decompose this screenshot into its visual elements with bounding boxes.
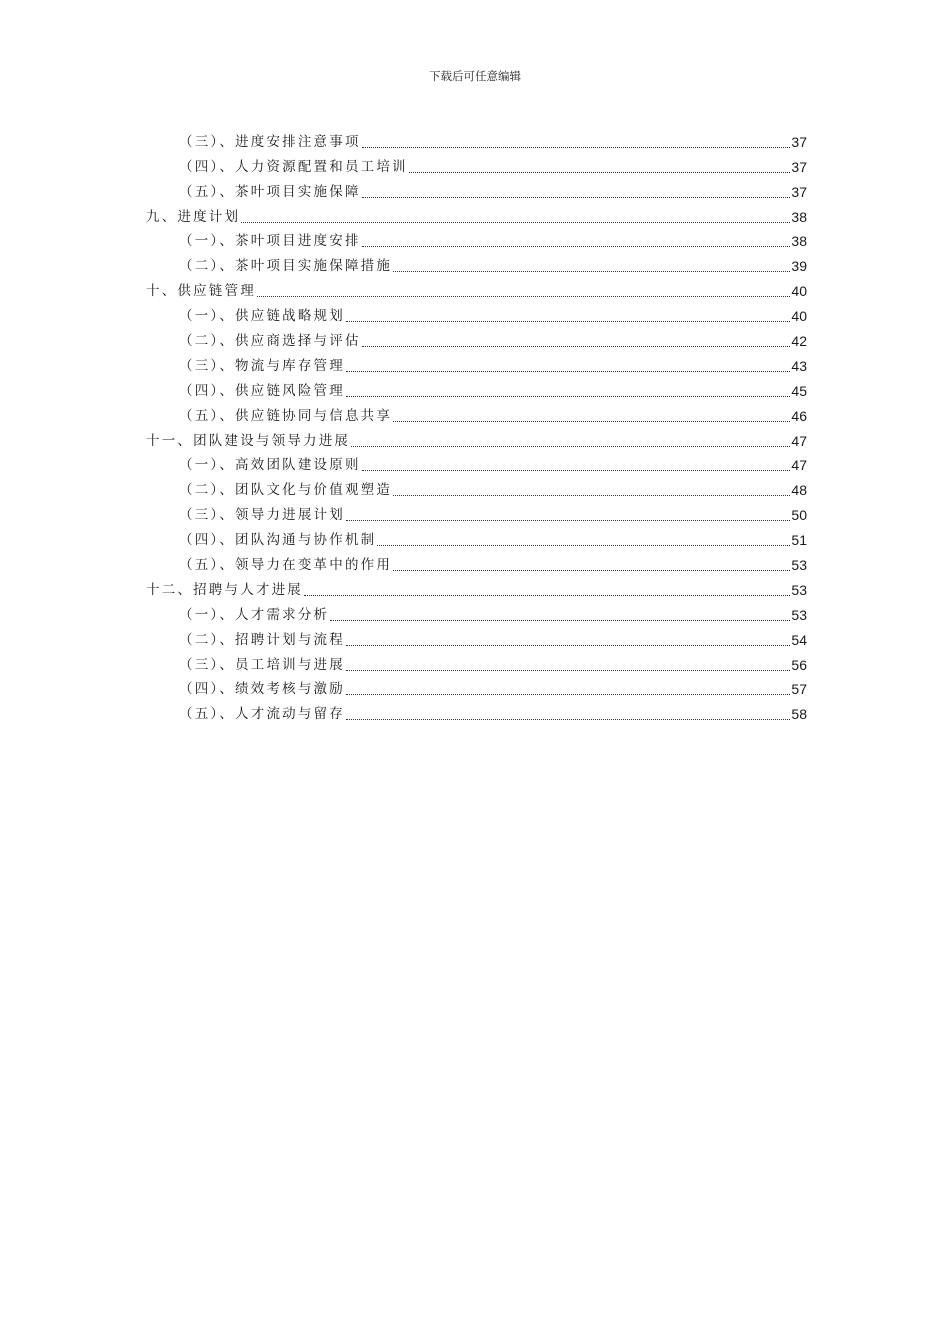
toc-chapter-entry[interactable]: [146, 275, 807, 300]
toc-entry-title: （五）、茶叶项目实施保障: [179, 183, 361, 200]
toc-entry-title: （二）、招聘计划与流程: [179, 631, 345, 648]
toc-entry-title: （一）、高效团队建设原则: [179, 457, 361, 474]
toc-page-number: 37: [791, 133, 807, 150]
toc-section-entry[interactable]: [146, 624, 807, 649]
toc-dot-leader: [393, 559, 790, 571]
toc-page-number: 47: [791, 432, 807, 449]
toc-section-entry[interactable]: [146, 524, 807, 549]
toc-entry-title: （四）、供应链风险管理: [179, 382, 345, 399]
toc-page-number: 40: [791, 308, 807, 325]
toc-dot-leader: [346, 360, 790, 372]
toc-entry-title: （四）、人力资源配置和员工培训: [179, 158, 408, 175]
toc-entry-title: （四）、绩效考核与激励: [179, 681, 345, 698]
toc-dot-leader: [346, 385, 790, 397]
toc-page-number: 42: [791, 333, 807, 350]
toc-dot-leader: [346, 310, 790, 322]
toc-entry-title: （三）、物流与库存管理: [179, 357, 345, 374]
toc-entry-title: （二）、供应商选择与评估: [179, 333, 361, 350]
toc-section-entry[interactable]: [146, 176, 807, 201]
toc-dot-leader: [362, 235, 791, 247]
toc-section-entry[interactable]: [146, 499, 807, 524]
toc-section-entry[interactable]: [146, 649, 807, 674]
toc-entry-title: （二）、团队文化与价值观塑造: [179, 482, 393, 499]
toc-section-entry[interactable]: [146, 126, 807, 151]
page-header: 下载后可任意编辑: [429, 69, 521, 83]
toc-page-number: 43: [791, 357, 807, 374]
toc-section-entry[interactable]: [146, 674, 807, 699]
toc-page-number: 37: [791, 158, 807, 175]
toc-section-entry[interactable]: [146, 450, 807, 475]
toc-dot-leader: [330, 609, 790, 621]
toc-dot-leader: [362, 335, 791, 347]
toc-entry-title: 十二、招聘与人才进展: [146, 581, 303, 598]
toc-page-number: 46: [791, 407, 807, 424]
toc-entry-title: （三）、领导力进展计划: [179, 507, 345, 524]
toc-dot-leader: [362, 459, 791, 471]
toc-dot-leader: [393, 260, 790, 272]
toc-entry-title: （三）、员工培训与进展: [179, 656, 345, 673]
toc-section-entry[interactable]: [146, 375, 807, 400]
toc-entry-title: 十、供应链管理: [146, 283, 256, 300]
toc-entry-title: （一）、人才需求分析: [179, 606, 330, 623]
toc-dot-leader: [304, 584, 790, 596]
toc-page-number: 40: [791, 283, 807, 300]
toc-page-number: 54: [791, 631, 807, 648]
toc-dot-leader: [257, 285, 791, 297]
toc-dot-leader: [409, 161, 791, 173]
toc-section-entry[interactable]: [146, 250, 807, 275]
toc-page-number: 53: [791, 581, 807, 598]
toc-dot-leader: [346, 659, 790, 671]
toc-dot-leader: [241, 211, 790, 223]
toc-section-entry[interactable]: [146, 400, 807, 425]
toc-page-number: 51: [791, 532, 807, 549]
toc-section-entry[interactable]: [146, 474, 807, 499]
toc-chapter-entry[interactable]: [146, 201, 807, 226]
toc-section-entry[interactable]: [146, 325, 807, 350]
toc-section-entry[interactable]: [146, 350, 807, 375]
toc-entry-title: （五）、供应链协同与信息共享: [179, 407, 393, 424]
toc-page-number: 58: [791, 706, 807, 723]
toc-page-number: 48: [791, 482, 807, 499]
toc-page-number: 57: [791, 681, 807, 698]
toc-section-entry[interactable]: [146, 300, 807, 325]
toc-entry-title: （一）、供应链战略规划: [179, 308, 345, 325]
toc-dot-leader: [346, 634, 790, 646]
toc-dot-leader: [351, 435, 790, 447]
toc-dot-leader: [346, 509, 790, 521]
toc-page-number: 53: [791, 606, 807, 623]
toc-entry-title: （二）、茶叶项目实施保障措施: [179, 258, 393, 275]
toc-section-entry[interactable]: [146, 599, 807, 624]
toc-page-number: 39: [791, 258, 807, 275]
toc-section-entry[interactable]: [146, 226, 807, 251]
toc-page-number: 37: [791, 183, 807, 200]
toc-dot-leader: [362, 136, 791, 148]
toc-dot-leader: [393, 484, 790, 496]
toc-entry-title: （五）、人才流动与留存: [179, 706, 345, 723]
toc-entry-title: 九、进度计划: [146, 208, 241, 225]
toc-page-number: 47: [791, 457, 807, 474]
toc-dot-leader: [393, 410, 790, 422]
toc-page-number: 50: [791, 507, 807, 524]
toc-entry-title: （一）、茶叶项目进度安排: [179, 233, 361, 250]
table-of-contents: [146, 126, 807, 723]
toc-dot-leader: [346, 708, 790, 720]
toc-section-entry[interactable]: [146, 151, 807, 176]
toc-page-number: 53: [791, 557, 807, 574]
toc-page-number: 56: [791, 656, 807, 673]
toc-dot-leader: [346, 683, 790, 695]
toc-chapter-entry[interactable]: [146, 425, 807, 450]
toc-page-number: 38: [791, 233, 807, 250]
toc-dot-leader: [377, 534, 790, 546]
toc-entry-title: （五）、领导力在变革中的作用: [179, 557, 393, 574]
toc-entry-title: （四）、团队沟通与协作机制: [179, 532, 377, 549]
toc-page-number: 38: [791, 208, 807, 225]
toc-entry-title: （三）、进度安排注意事项: [179, 133, 361, 150]
toc-section-entry[interactable]: [146, 549, 807, 574]
toc-chapter-entry[interactable]: [146, 574, 807, 599]
toc-entry-title: 十一、团队建设与领导力进展: [146, 432, 351, 449]
toc-page-number: 45: [791, 382, 807, 399]
toc-dot-leader: [362, 186, 791, 198]
toc-section-entry[interactable]: [146, 698, 807, 723]
